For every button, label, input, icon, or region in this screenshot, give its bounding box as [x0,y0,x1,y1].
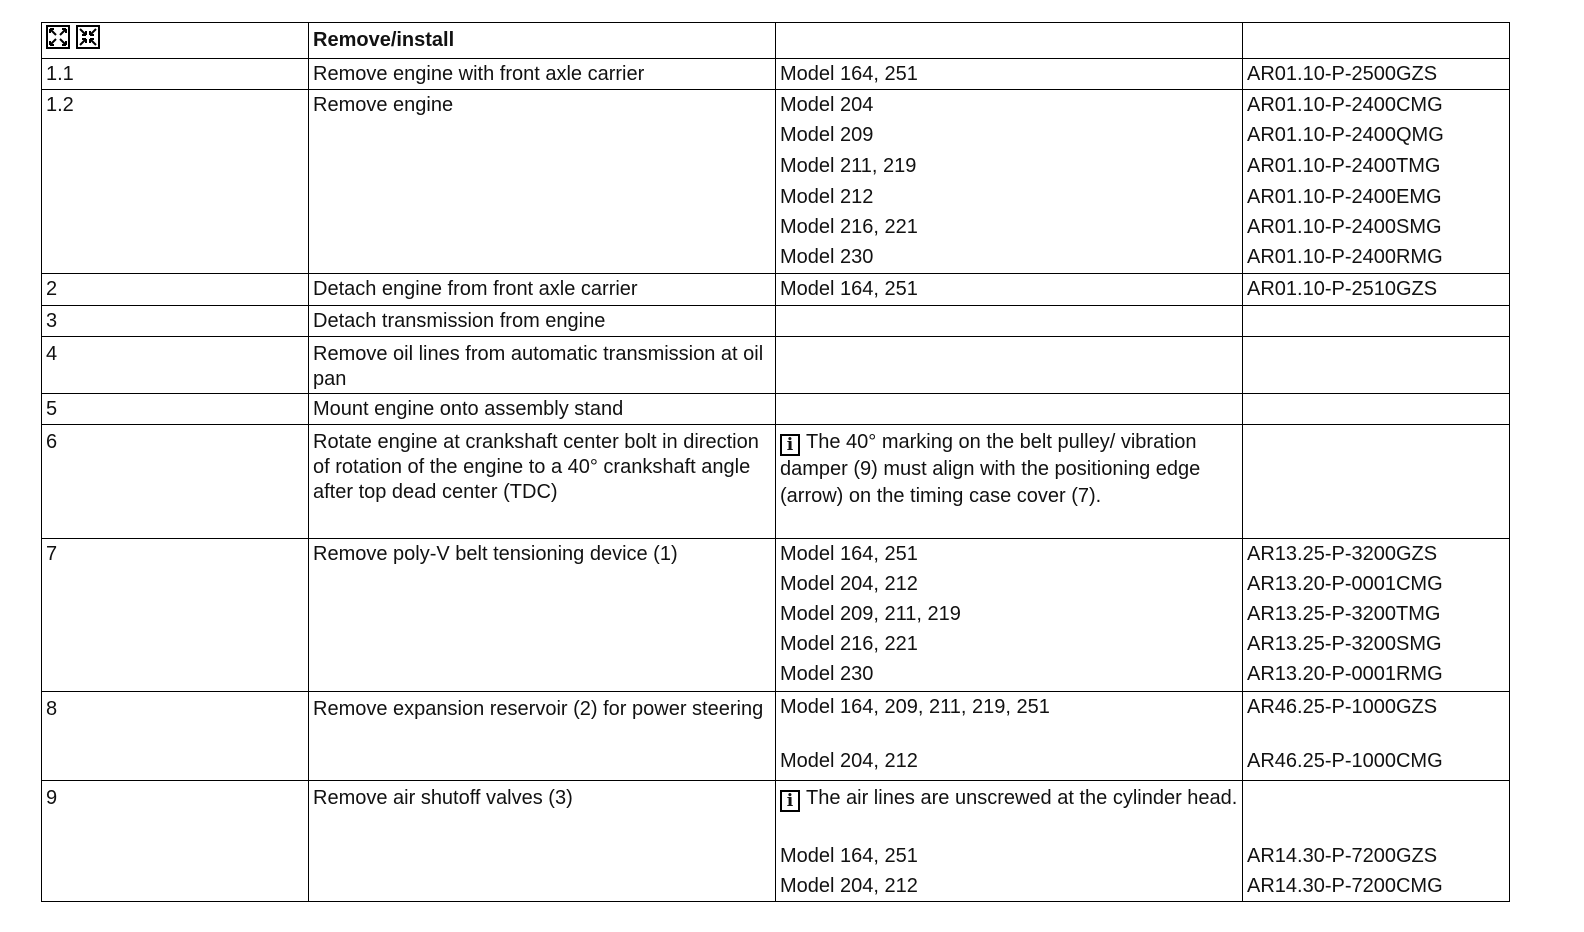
model-text: Model 164, 251 [780,543,918,565]
empty-cell [1243,306,1510,337]
ref-link[interactable]: AR01.10-P-2400QMG [1247,124,1444,146]
ref-link[interactable]: AR14.30-P-7200CMG [1247,875,1443,897]
table-row [42,539,1510,692]
header-title-cell [309,23,776,59]
model-text: Model 204, 212 [780,750,918,772]
ref-link[interactable]: AR13.25-P-3200GZS [1247,543,1438,565]
model-text: Model 164, 251 [780,845,918,867]
ref-link[interactable]: AR01.10-P-2400CMG [1247,94,1443,116]
model-text: Model 209, 211, 219 [780,603,961,625]
info-note [780,425,1238,510]
info-icon: i [780,434,800,456]
task-text: Mount engine onto assembly stand [313,398,624,420]
model-text: Model 164, 251 [780,278,918,300]
step-number: 1.1 [46,63,74,85]
step-number: 2 [46,278,58,300]
table-row [42,59,1510,90]
task-text: Remove oil lines from automatic transmission at oil pan [313,343,764,390]
model-text: Model 216, 221 [780,633,918,655]
collapse-icon[interactable] [76,25,100,49]
model-text: Model 204 [780,94,874,116]
step-number: 9 [46,787,58,809]
section-title: Remove/install [313,29,455,51]
model-text: Model 164, 209, 211, 219, 251 [780,696,1050,718]
table-header-row [42,23,1510,59]
model-text: Model 212 [780,186,874,208]
model-text: Model 230 [780,246,874,268]
task-text: Detach transmission from engine [313,310,606,332]
empty-cell [776,337,1243,394]
model-text: Model 230 [780,663,874,685]
ref-link[interactable]: AR46.25-P-1000CMG [1247,750,1443,772]
ref-link[interactable]: AR46.25-P-1000GZS [1247,696,1438,718]
step-number: 6 [46,431,58,453]
empty-cell [1243,425,1510,539]
table-row [42,425,1510,539]
step-number: 7 [46,543,58,565]
model-text: Model 216, 221 [780,216,918,238]
model-text: Model 204, 212 [780,875,918,897]
step-number: 4 [46,343,58,365]
ref-link[interactable]: AR01.10-P-2500GZS [1247,63,1438,85]
step-number: 8 [46,698,58,720]
ref-link[interactable]: AR01.10-P-2510GZS [1247,278,1438,300]
table-row [42,90,1510,274]
note-text: The air lines are unscrewed at the cylinder head. [806,787,1238,809]
step-number: 5 [46,398,58,420]
table-row [42,692,1510,781]
step-number: 1.2 [46,94,74,116]
empty-cell [776,306,1243,337]
header-empty-cell [1243,23,1510,59]
ref-link[interactable]: AR14.30-P-7200GZS [1247,845,1438,867]
table-row [42,274,1510,306]
table-row [42,781,1510,902]
task-text: Remove engine [313,94,454,116]
ref-link[interactable]: AR01.10-P-2400EMG [1247,186,1442,208]
ref-link[interactable]: AR01.10-P-2400TMG [1247,155,1441,177]
info-icon: i [780,790,800,812]
procedure-table [41,22,1510,902]
task-text: Remove engine with front axle carrier [313,63,645,85]
task-text: Detach engine from front axle carrier [313,278,638,300]
ref-link[interactable]: AR13.20-P-0001CMG [1247,573,1443,595]
info-note [780,781,1238,841]
header-empty-cell [776,23,1243,59]
header-icons-cell [42,23,309,59]
task-text: Remove poly-V belt tensioning device (1) [313,543,678,565]
table-row [42,306,1510,337]
model-text: Model 211, 219 [780,155,917,177]
model-text: Model 209 [780,124,874,146]
table-row [42,394,1510,425]
ref-link[interactable]: AR13.25-P-3200SMG [1247,633,1442,655]
empty-cell [776,394,1243,425]
empty-cell [1243,337,1510,394]
expand-icon[interactable] [46,25,70,49]
ref-link[interactable]: AR01.10-P-2400SMG [1247,216,1442,238]
note-text: The 40° marking on the belt pulley/ vibration damper (9) must align with the positioning edge (arrow) on the timing case cover (7). [780,431,1201,507]
task-text: Rotate engine at crankshaft center bolt in direction of rotation of the engine to a 40° crankshaft angle after top dead center (TDC) [313,431,759,503]
task-text: Remove expansion reservoir (2) for power steering [313,698,764,720]
step-number: 3 [46,310,58,332]
model-text: Model 164, 251 [780,63,918,85]
task-text: Remove air shutoff valves (3) [313,787,573,809]
ref-link[interactable]: AR13.20-P-0001RMG [1247,663,1443,685]
ref-link[interactable]: AR13.25-P-3200TMG [1247,603,1441,625]
table-row [42,337,1510,394]
ref-link[interactable]: AR01.10-P-2400RMG [1247,246,1443,268]
model-text: Model 204, 212 [780,573,918,595]
empty-cell [1243,394,1510,425]
